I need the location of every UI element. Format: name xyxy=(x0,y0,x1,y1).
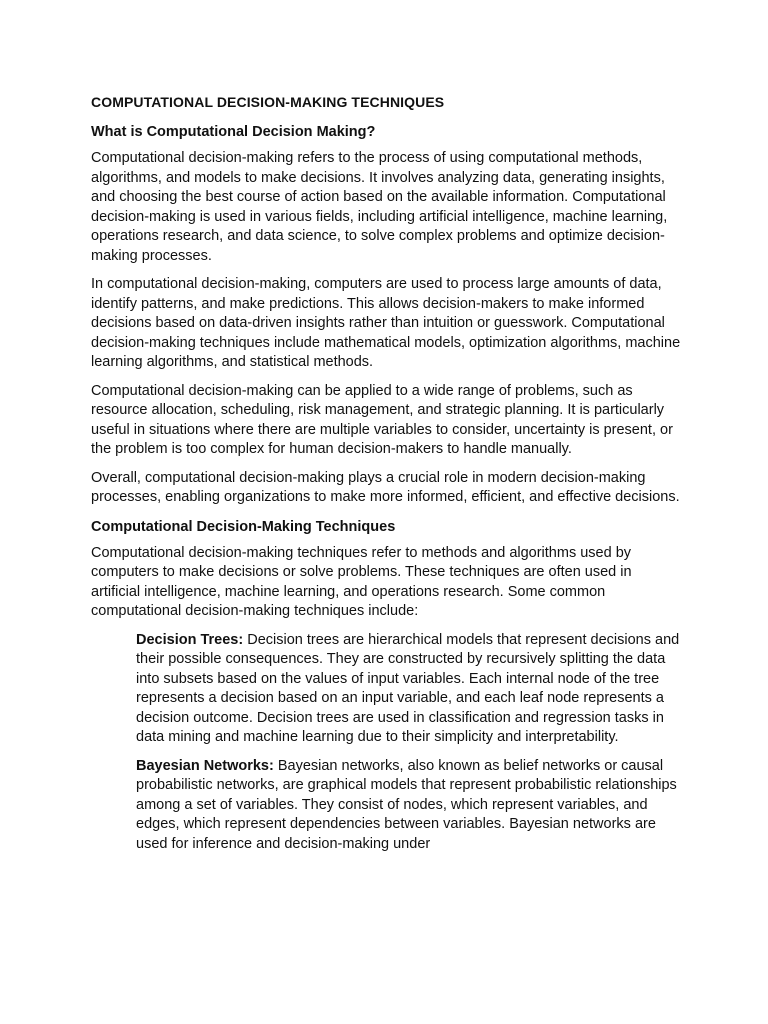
list-item-term: Decision Trees: xyxy=(136,631,244,648)
section-heading-what-is: What is Computational Decision Making? xyxy=(91,124,376,140)
list-item-text: Bayesian networks, also known as belief networks or causal probabilistic networks, are graphical models that represent probabilistic relationships among a set of variables. They consist of nodes, which represent variables, and edges, which represent dependencies between variables. Bayesian networks are used for inference and decision-making under xyxy=(136,757,677,852)
techniques-list xyxy=(136,631,681,855)
paragraph-3: Computational decision-making can be applied to a wide range of problems, such as resource allocation, scheduling, risk management, and strategic planning. It is particularly useful in situations where there are multiple variables to consider, uncertainty is present, or the problem is too complex for human decision-makers to handle manually. xyxy=(91,382,673,457)
document-title: COMPUTATIONAL DECISION-MAKING TECHNIQUES xyxy=(91,94,445,110)
list-item-text: Decision trees are hierarchical models that represent decisions and their possible consequences. They are constructed by recursively splitting the data into subsets based on the values of input variables. Each internal node of the tree represents a decision based on an input variable, and each leaf node represents a decision outcome. Decision trees are used in classification and regression tasks in data mining and machine learning due to their simplicity and interpretability. xyxy=(136,631,680,745)
section-heading-techniques: Computational Decision-Making Techniques xyxy=(91,518,396,535)
paragraph-1: Computational decision-making refers to the process of using computational methods, algorithms, and models to make decisions. It involves analyzing data, generating insights, and choosing the best course of action based on the available information. Computational decision-making is used in various fields, including artificial intelligence, machine learning, operations research, and data science, to solve complex problems and optimize decision-making processes. xyxy=(91,150,668,264)
paragraph-2: In computational decision-making, computers are used to process large amounts of data, identify patterns, and make predictions. This allows decision-makers to make informed decisions based on data-driven insights rather than intuition or guesswork. Computational decision-making techniques include mathematical models, optimization algorithms, machine learning algorithms, and statistical methods. xyxy=(91,276,681,370)
document-page xyxy=(91,92,691,863)
list-item-decision-trees xyxy=(136,631,681,748)
paragraph-4: Overall, computational decision-making plays a crucial role in modern decision-making processes, enabling organizations to make more informed, efficient, and effective decisions. xyxy=(91,469,680,505)
techniques-intro: Computational decision-making techniques refer to methods and algorithms used by computers to make decisions or solve problems. These techniques are often used in artificial intelligence, machine learning, and operations research. Some common computational decision-making techniques include: xyxy=(91,544,632,619)
list-item-bayesian-networks xyxy=(136,757,681,855)
list-item-term: Bayesian Networks: xyxy=(136,757,274,774)
